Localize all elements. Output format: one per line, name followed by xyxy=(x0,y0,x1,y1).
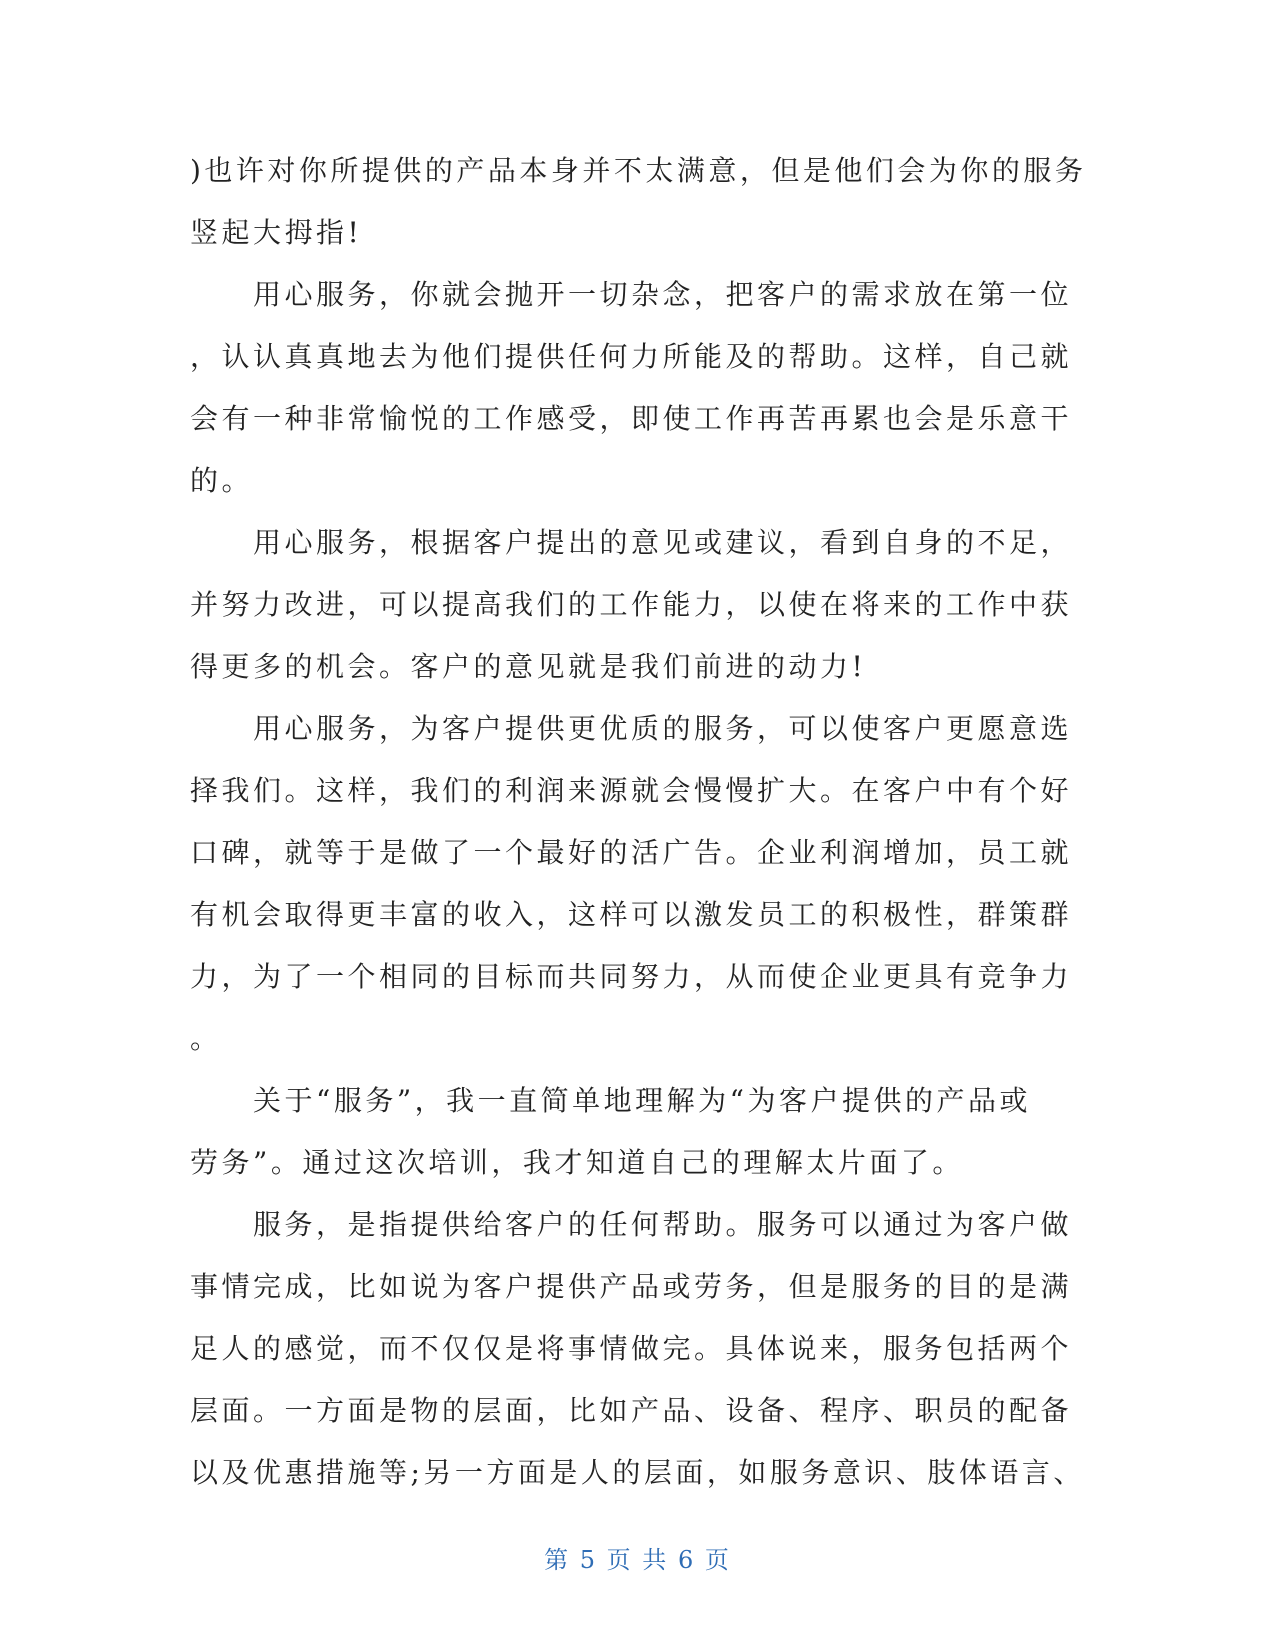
text-line: 关于“服务”，我一直简单地理解为“为客户提供的产品或 xyxy=(190,1084,1031,1117)
text-line: 用心服务，根据客户提出的意见或建议，看到自身的不足， xyxy=(190,526,1073,559)
text-line: 会有一种非常愉悦的工作感受，即使工作再苦再累也会是乐意干 xyxy=(190,402,1073,435)
text-line: 并努力改进，可以提高我们的工作能力，以使在将来的工作中获 xyxy=(190,588,1073,621)
text-line: 服务，是指提供给客户的任何帮助。服务可以通过为客户做 xyxy=(190,1208,1073,1241)
text-line: 择我们。这样，我们的利润来源就会慢慢扩大。在客户中有个好 xyxy=(190,774,1073,807)
text-line: 力，为了一个相同的目标而共同努力，从而使企业更具有竞争力 xyxy=(190,960,1073,993)
text-line: 竖起大拇指! xyxy=(190,216,363,249)
text-line: 。 xyxy=(190,1022,222,1055)
text-line: 有机会取得更丰富的收入，这样可以激发员工的积极性，群策群 xyxy=(190,898,1073,931)
text-line: 用心服务，你就会抛开一切杂念，把客户的需求放在第一位 xyxy=(190,278,1073,311)
text-line: )也许对你所提供的产品本身并不太满意，但是他们会为你的服务 xyxy=(190,154,1087,187)
text-line: 的。 xyxy=(190,464,254,497)
page-number-footer: 第 5 页 共 6 页 xyxy=(544,1546,731,1574)
text-line: 以及优惠措施等;另一方面是人的层面，如服务意识、肢体语言、 xyxy=(190,1456,1085,1489)
text-line: 劳务”。通过这次培训，我才知道自己的理解太片面了。 xyxy=(190,1146,964,1179)
text-line: 用心服务，为客户提供更优质的服务，可以使客户更愿意选 xyxy=(190,712,1073,745)
text-line: 层面。一方面是物的层面，比如产品、设备、程序、职员的配备 xyxy=(190,1394,1073,1427)
text-line: ，认认真真地去为他们提供任何力所能及的帮助。这样，自己就 xyxy=(190,340,1073,373)
text-line: 得更多的机会。客户的意见就是我们前进的动力! xyxy=(190,650,867,683)
body-text xyxy=(190,140,1087,1504)
text-line: 足人的感觉，而不仅仅是将事情做完。具体说来，服务包括两个 xyxy=(190,1332,1073,1365)
text-line: 事情完成，比如说为客户提供产品或劳务，但是服务的目的是满 xyxy=(190,1270,1073,1303)
text-line: 口碑，就等于是做了一个最好的活广告。企业利润增加，员工就 xyxy=(190,836,1073,869)
